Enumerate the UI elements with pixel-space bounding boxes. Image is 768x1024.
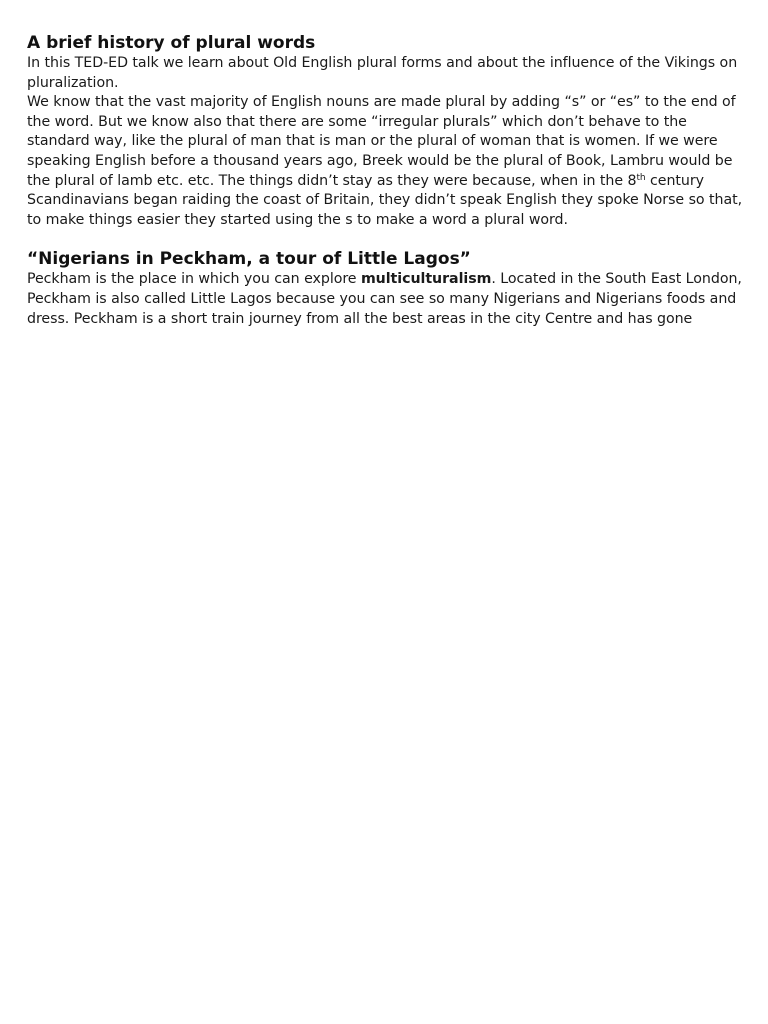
- ordinal-suffix: th: [636, 172, 646, 183]
- document-page: [27, 33, 753, 329]
- article-body-text-continued: . Located in the South East London, Peckham is also called Little Lagos because you can see so many Nigerians and Nigerians foods and dress. Peckham is a short train journey from all the best areas in the city Centre and has gone: [27, 271, 742, 327]
- article-body-text-continued: century Scandinavians began raiding the coast of Britain, they didn’t speak English they spoke Norse so that, to make things easier they started using the s to make a word a plural word.: [27, 172, 743, 228]
- article-peckham: [27, 249, 753, 329]
- bold-term: multiculturalism: [360, 271, 492, 288]
- article-title: “Nigerians in Peckham, a tour of Little Lagos”: [27, 249, 471, 270]
- article-title: A brief history of plural words: [27, 33, 316, 53]
- article-body: [27, 93, 753, 230]
- article-plural-words: [27, 33, 753, 230]
- article-body-text: We know that the vast majority of English nouns are made plural by adding “s” or “es” to the end of the word. But we know also that there are some “irregular plurals” which don’t behave to the standard way, like the plural of man that is man or the plural of woman that is women. If we were speaking English before a thousand years ago, Breek would be the plural of Book, Lambru would be the plural of lamb etc. etc. The things didn’t stay as they were because, when in the 8: [27, 94, 736, 189]
- article-intro: In this TED-ED talk we learn about Old English plural forms and about the influence of the Vikings on pluralization.: [27, 55, 738, 91]
- article-body: [27, 270, 753, 329]
- article-body-text: Peckham is the place in which you can explore: [27, 271, 361, 288]
